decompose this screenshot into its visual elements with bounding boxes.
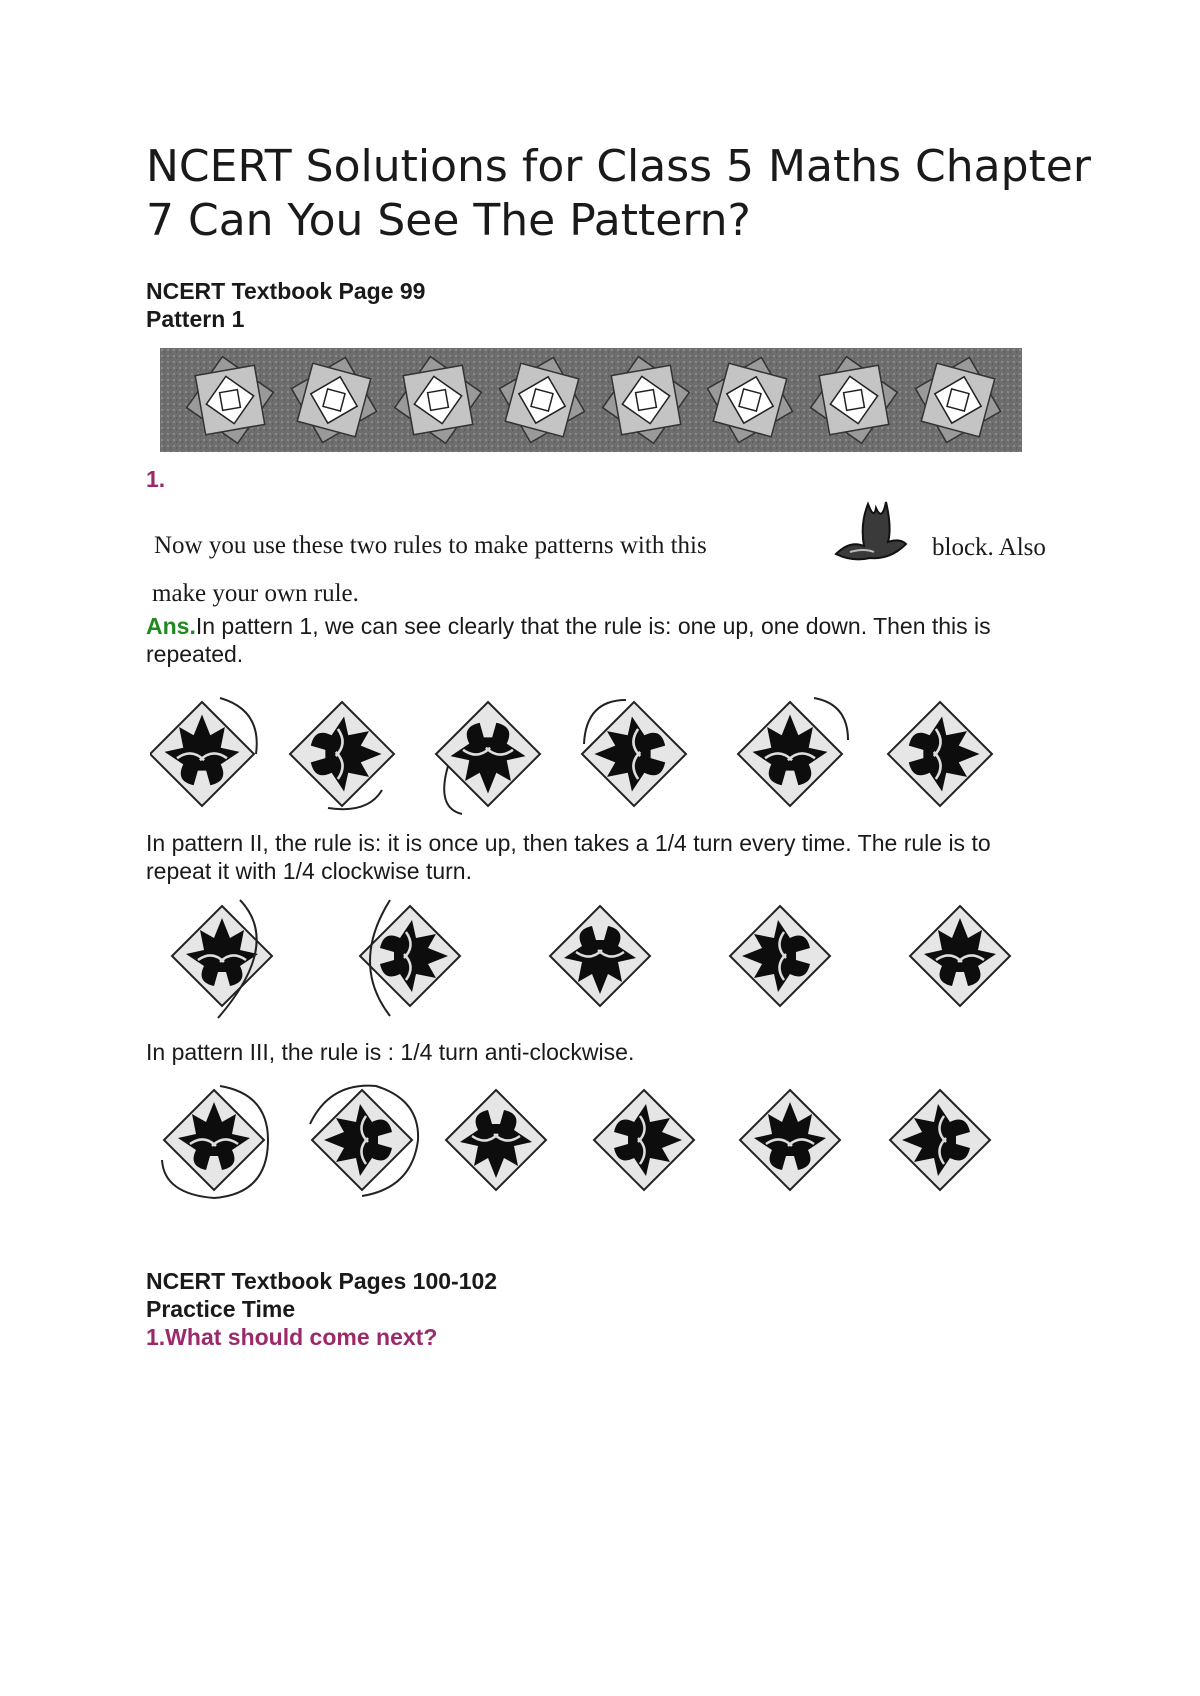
pattern-two-figure xyxy=(150,894,1050,1024)
practice-question: 1.What should come next? xyxy=(146,1324,438,1350)
practice-time-heading: Practice Time xyxy=(146,1296,296,1322)
leaf-tile xyxy=(740,1090,840,1190)
leaf-tile xyxy=(550,906,650,1006)
leaf-tile xyxy=(290,702,394,806)
leaf-tile xyxy=(890,1090,990,1190)
leaf-tile xyxy=(164,1090,264,1190)
question-number: 1. xyxy=(146,466,166,492)
leaf-tile xyxy=(888,702,992,806)
textbook-page-heading: NCERT Textbook Page 99 xyxy=(146,278,426,304)
answer-text: In pattern 1, we can see clearly that the rule is: one up, one down. Then this is repeated. xyxy=(146,613,991,667)
answer-label: Ans. xyxy=(146,613,196,639)
pattern-band-image xyxy=(160,348,1022,452)
question-prompt-line2: make your own rule. xyxy=(152,580,359,607)
question-prompt-part1: Now you use these two rules to make patterns with this xyxy=(154,532,707,559)
question-prompt-part2: block. Also xyxy=(932,534,1046,561)
leaf-block-icon xyxy=(830,494,910,570)
page-title: NCERT Solutions for Class 5 Maths Chapter 7 Can You See The Pattern? xyxy=(146,141,1091,246)
pattern-three-text: In pattern III, the rule is : 1/4 turn anti-clockwise. xyxy=(146,1039,635,1065)
leaf-tile xyxy=(436,702,540,806)
pattern-three-figure xyxy=(150,1076,1050,1206)
leaf-tile xyxy=(446,1090,546,1190)
leaf-tile xyxy=(738,702,842,806)
leaf-tile xyxy=(910,906,1010,1006)
leaf-tile xyxy=(582,702,686,806)
leaf-tile xyxy=(594,1090,694,1190)
leaf-tile xyxy=(150,702,254,806)
leaf-tile xyxy=(172,906,272,1006)
leaf-tile xyxy=(312,1090,412,1190)
textbook-pages-heading: NCERT Textbook Pages 100-102 xyxy=(146,1268,498,1294)
pattern-two-text: In pattern II, the rule is: it is once up, then takes a 1/4 turn every time. The rule is to repeat it with 1/4 clockwise turn. xyxy=(146,830,991,884)
leaf-tile xyxy=(730,906,830,1006)
pattern-heading: Pattern 1 xyxy=(146,306,245,332)
pattern-one-figure xyxy=(150,690,1050,820)
answer-paragraph xyxy=(146,612,1046,668)
